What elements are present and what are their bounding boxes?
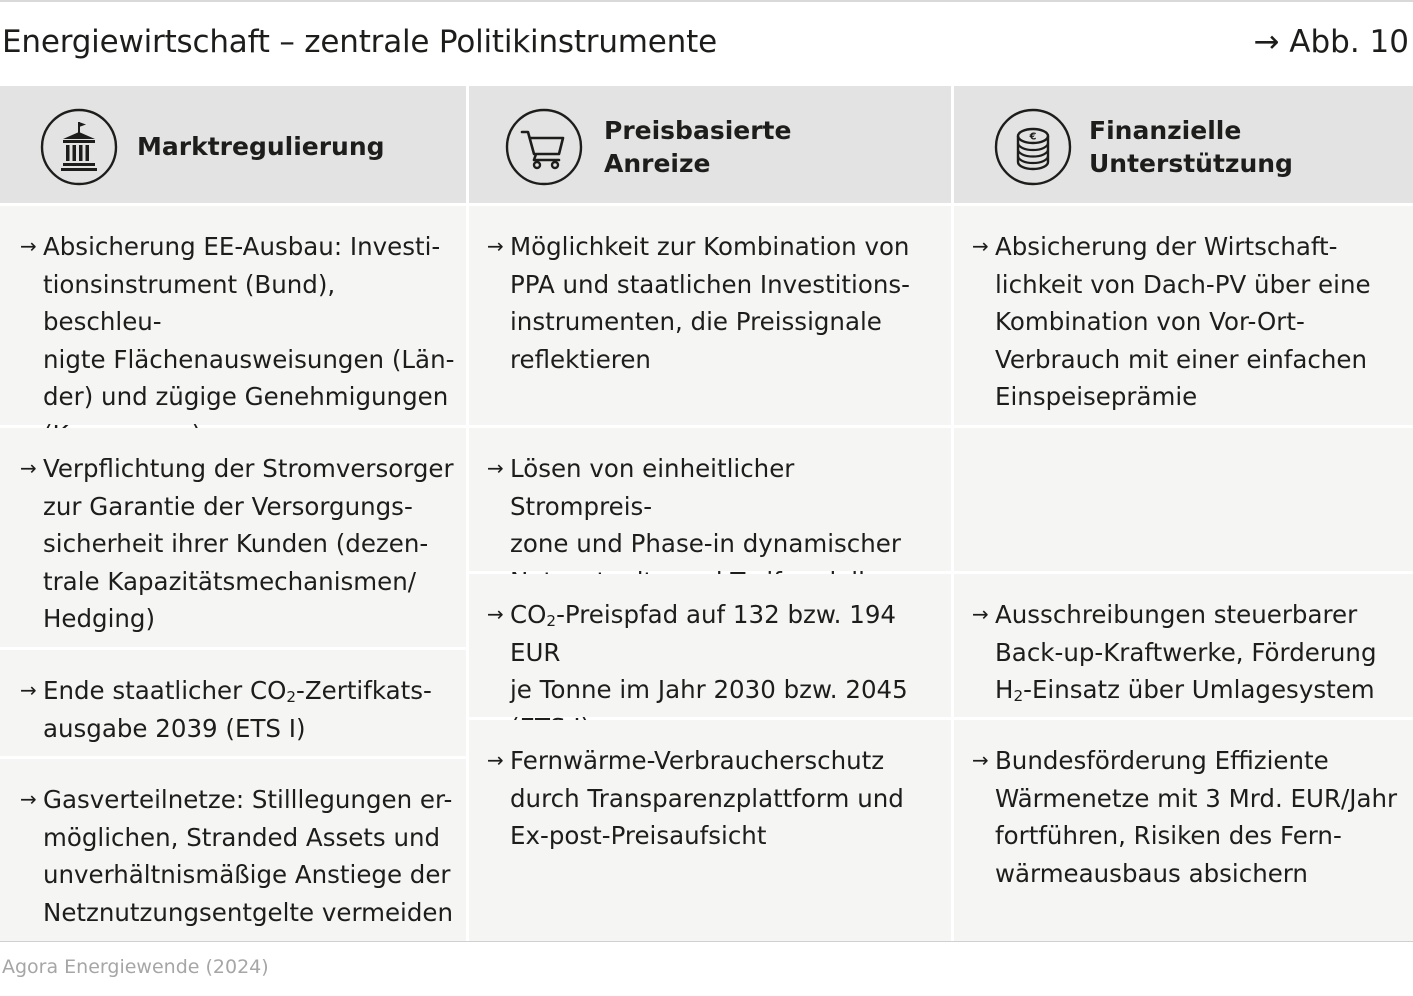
table-cell	[954, 720, 1413, 941]
arrow-icon: →	[487, 748, 504, 772]
list-item	[972, 742, 1403, 892]
table-cell	[954, 206, 1413, 425]
item-text: Möglichkeit zur Kombination von PPA und staatlichen Investitions- instrumenten, die Preissignale reflektieren	[510, 232, 910, 374]
item-text-part: Ende staatlicher CO	[43, 676, 287, 705]
item-text-part: Ausschreibungen steuerbarer Back-up-Kraftwerke, Förderung H	[995, 600, 1377, 704]
table-cell	[469, 428, 951, 571]
column-header-label: Marktregulierung	[137, 132, 385, 161]
column-header-label: Preisbasierte Anreize	[604, 116, 792, 178]
policy-instruments-table	[0, 86, 1413, 941]
column-header-finanzielle-unterstuetzung	[954, 86, 1413, 203]
government-building-icon	[40, 108, 118, 186]
coin-stack-icon	[994, 108, 1072, 186]
table-cell	[469, 720, 951, 941]
subscript: 2	[1013, 687, 1024, 706]
list-item	[972, 228, 1403, 416]
shopping-cart-icon	[505, 108, 583, 186]
source-note: Agora Energiewende (2024)	[2, 956, 269, 978]
arrow-icon: →	[487, 234, 504, 258]
figure-title: Energiewirtschaft – zentrale Politikinstrumente	[2, 24, 717, 60]
bottom-divider	[0, 941, 1413, 942]
arrow-icon: →	[20, 678, 37, 702]
arrow-icon: →	[20, 234, 37, 258]
item-text: Gasverteilnetze: Stilllegungen er- möglichen, Stranded Assets und unverhältnismäßige Anstiege der Netznutzungsentgelte vermeiden	[43, 785, 453, 927]
table-cell	[469, 574, 951, 717]
item-text	[43, 672, 456, 747]
column-header-label: Finanzielle Unterstützung	[1089, 116, 1293, 178]
figure-header	[0, 2, 1413, 86]
subscript: 2	[286, 688, 297, 707]
arrow-icon: →	[20, 456, 37, 480]
figure-reference-link[interactable]: → Abb. 10	[1253, 24, 1409, 60]
item-text: Lösen von einheitlicher Strompreis- zone und Phase-in dynamischer	[510, 454, 901, 558]
svg-text:€: €	[1029, 131, 1037, 143]
list-item	[972, 596, 1403, 709]
item-text: Absicherung der Wirtschaft- lichkeit von Dach-PV über eine Kombination von Vor-Ort- Verbrauch mit einer einfachen Einspeiseprämie	[995, 232, 1371, 411]
item-text-part: -Zertifkats- ausgabe 2039 (ETS I)	[43, 676, 432, 743]
item-text: Bundesförderung Effiziente Wärmenetze mit 3 Mrd. EUR/Jahr fortführen, Risiken des Fern- wärmeausbaus absichern	[995, 746, 1398, 888]
arrow-icon: →	[487, 602, 504, 626]
list-item	[487, 228, 941, 378]
subscript: 2	[546, 612, 557, 631]
list-item	[20, 781, 456, 931]
table-cell	[0, 206, 466, 425]
table-cell-empty	[954, 428, 1413, 571]
arrow-icon: →	[972, 748, 989, 772]
arrow-icon: →	[972, 234, 989, 258]
item-text-part: CO	[510, 600, 547, 629]
item-text-part: -Einsatz über Umlagesystem	[1023, 675, 1375, 704]
table-cell	[0, 650, 466, 756]
table-cell	[954, 574, 1413, 717]
list-item	[487, 742, 941, 855]
item-text: Verpflichtung der Stromversorger zur Garantie der Versorgungs- sicherheit ihrer Kunden (dezen- trale Kapazitätsmechanismen/ Hedging)	[43, 454, 454, 633]
item-text-part: -Preispfad auf 132 bzw. 194 EUR je Tonne im Jahr 2030 bzw. 2045	[510, 600, 908, 704]
item-text: Absicherung EE-Ausbau: Investi- tionsinstrument (Bund), beschleu- nigte Flächenausweisungen (Län- der) und zügige Genehmigungen	[43, 232, 455, 411]
item-text	[995, 596, 1403, 709]
table-cell	[0, 428, 466, 647]
list-item	[20, 672, 456, 747]
arrow-icon: →	[487, 456, 504, 480]
list-item	[20, 228, 456, 453]
table-cell	[469, 206, 951, 425]
list-item	[20, 450, 456, 638]
table-cell	[0, 759, 466, 941]
arrow-icon: →	[20, 787, 37, 811]
arrow-icon: →	[972, 602, 989, 626]
item-text: Fernwärme-Verbraucherschutz durch Transparenzplattform und Ex-post-Preisaufsicht	[510, 746, 904, 850]
column-header-marktregulierung	[0, 86, 466, 203]
column-header-preisbasierte-anreize	[469, 86, 951, 203]
